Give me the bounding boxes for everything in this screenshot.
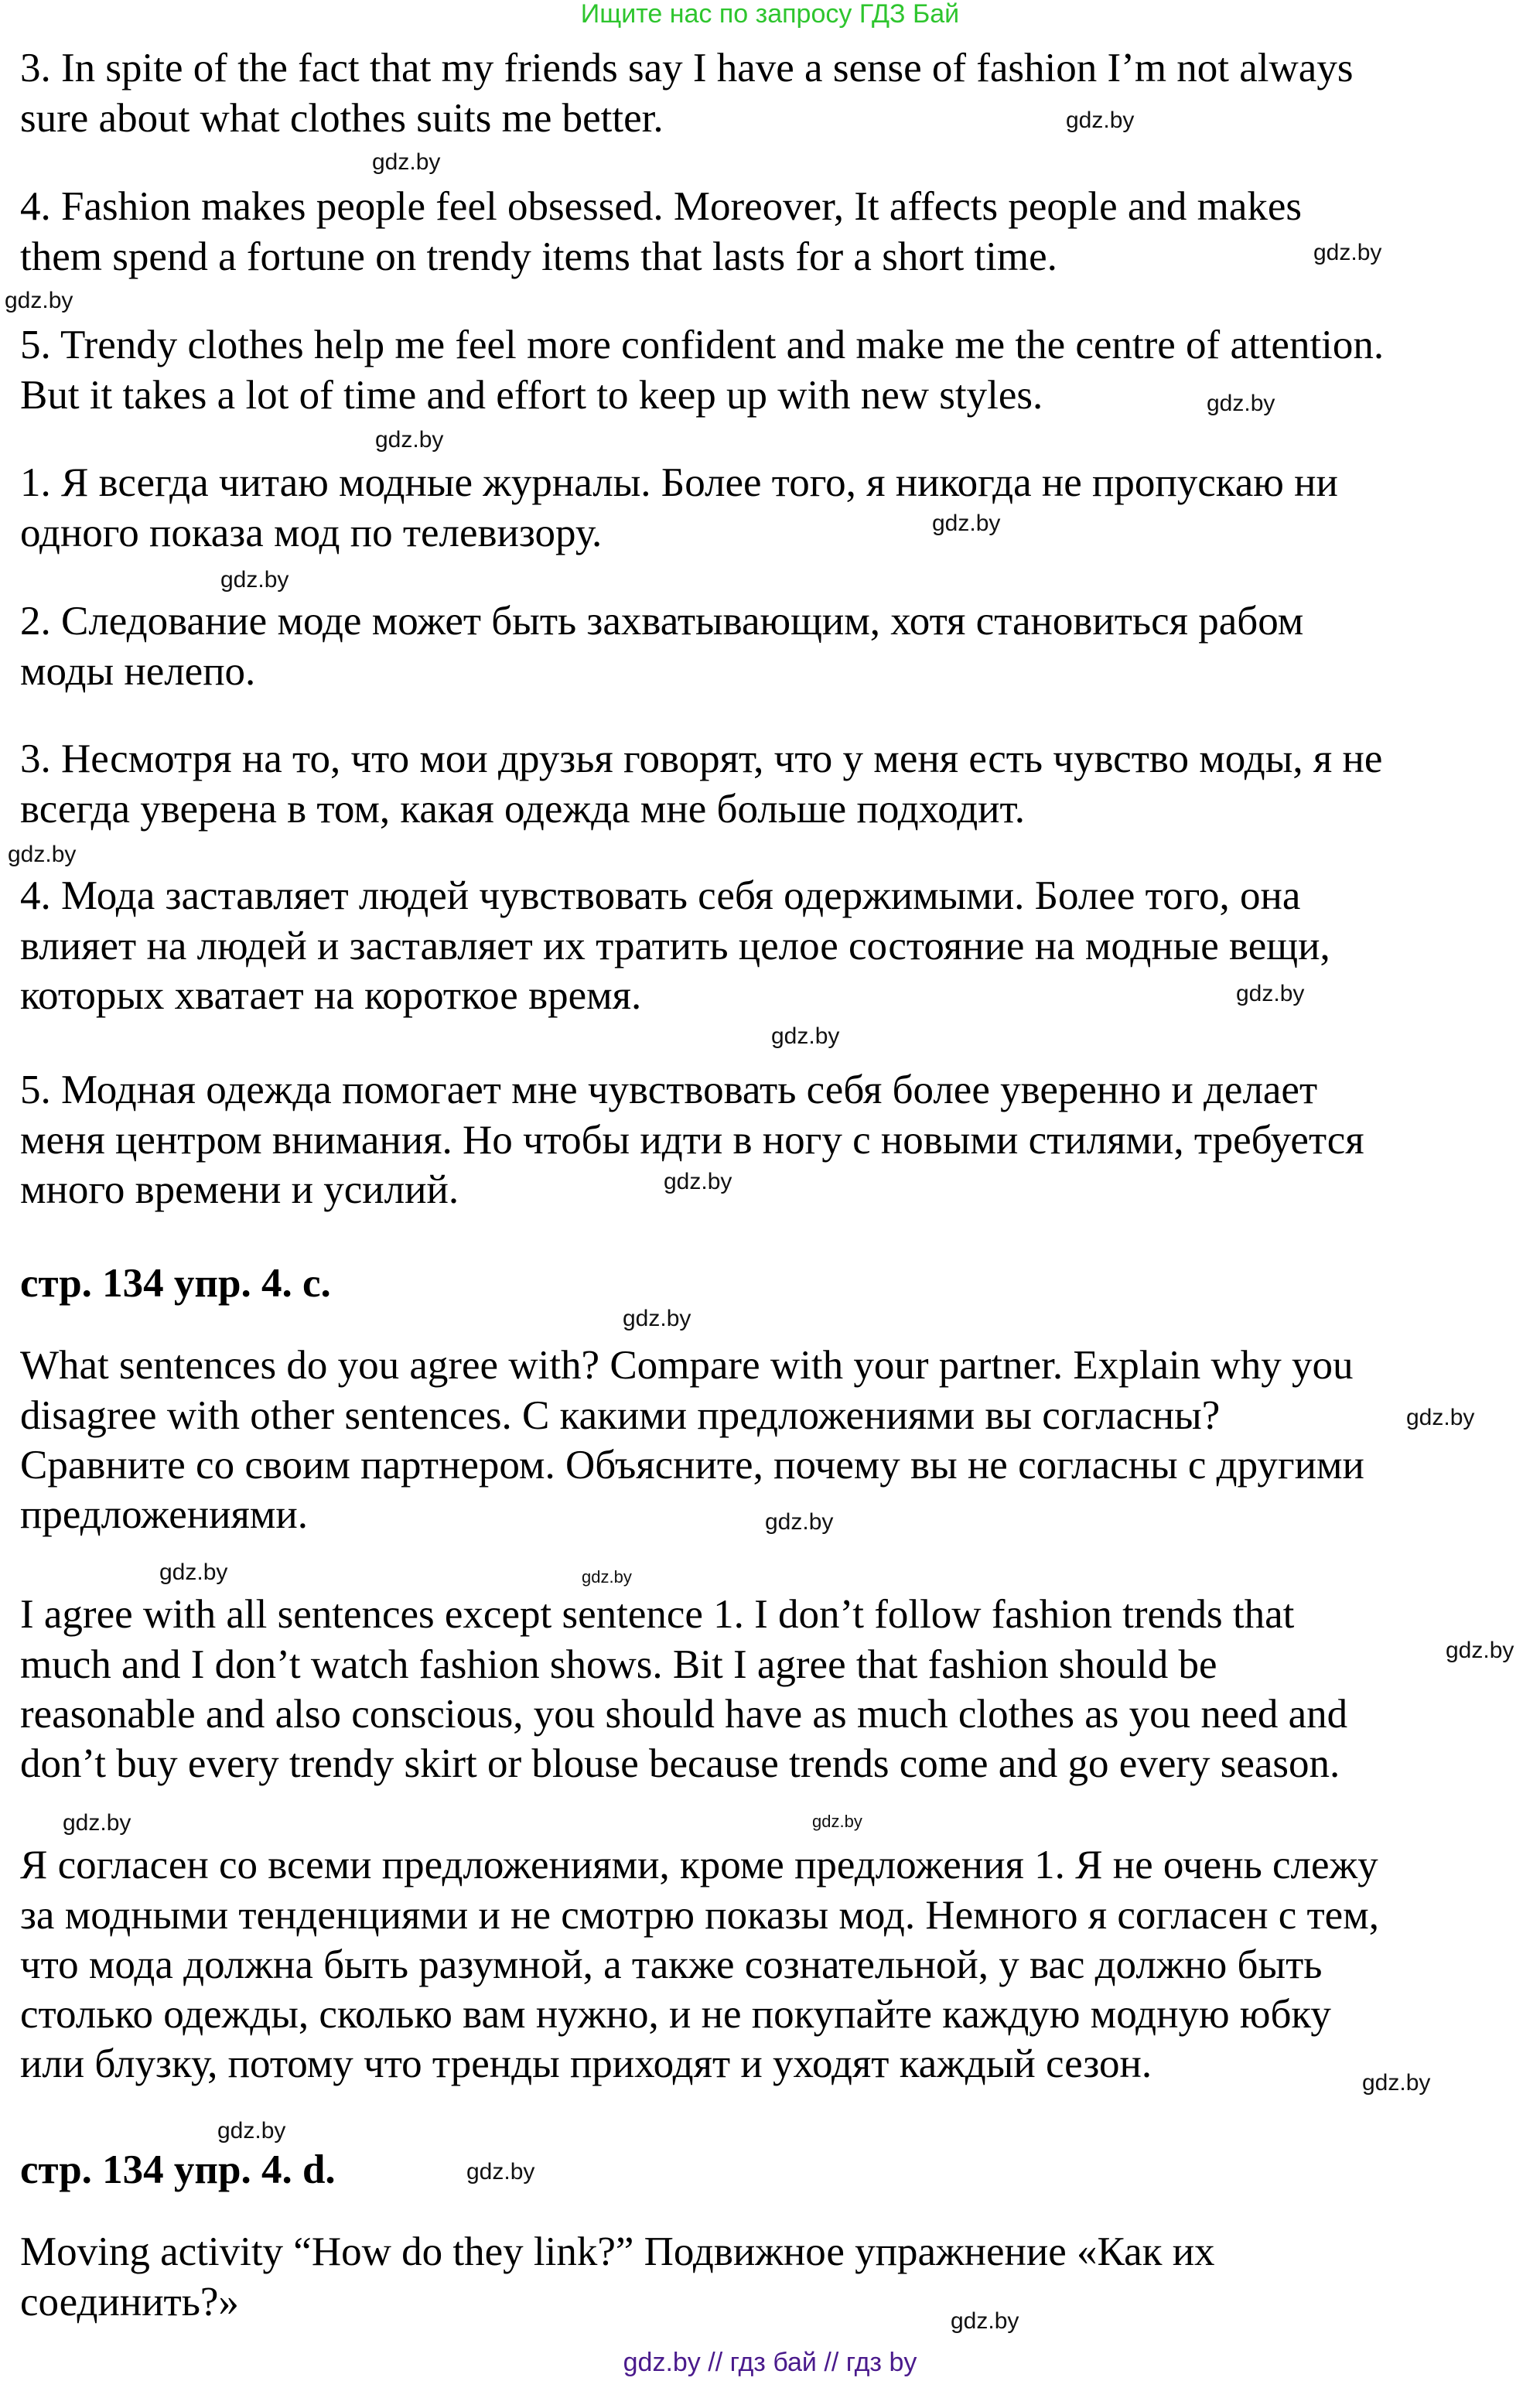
paragraph bbox=[20, 1837, 1379, 2092]
watermark: gdz.by bbox=[812, 1812, 862, 1831]
text-line: влияет на людей и заставляет их тратить целое состояние на модные вещи, bbox=[20, 923, 1330, 968]
paragraph bbox=[20, 40, 1353, 146]
bottom-banner-link[interactable]: gdz.by // гдз бай // гдз by bbox=[623, 2348, 917, 2377]
text-line: much and I don’t watch fashion shows. Bit I agree that fashion should be bbox=[20, 1641, 1217, 1687]
text-line: столько одежды, сколько вам нужно, и не покупайте каждую модную юбку bbox=[20, 1992, 1331, 2038]
paragraph bbox=[20, 593, 1303, 699]
watermark: gdz.by bbox=[220, 567, 289, 593]
watermark: gdz.by bbox=[466, 2159, 535, 2185]
section-heading bbox=[20, 2142, 336, 2198]
watermark: gdz.by bbox=[8, 842, 77, 867]
text-line: предложениями. bbox=[20, 1492, 308, 1538]
watermark: gdz.by bbox=[375, 427, 444, 453]
text-line: them spend a fortune on trendy items that lasts for a short time. bbox=[20, 234, 1057, 279]
text-line: 3. In spite of the fact that my friends say I have a sense of fashion I’m not always bbox=[20, 46, 1354, 91]
paragraph bbox=[20, 868, 1330, 1023]
watermark: gdz.by bbox=[372, 149, 441, 175]
text-line: меня центром внимания. Но чтобы идти в ногу с новыми стилями, требуется bbox=[20, 1117, 1364, 1163]
text-line: одного показа мод по телевизору. bbox=[20, 510, 603, 555]
paragraph bbox=[20, 1587, 1347, 1792]
paragraph bbox=[20, 317, 1384, 423]
watermark: gdz.by bbox=[664, 1169, 732, 1194]
paragraph bbox=[20, 455, 1338, 561]
paragraph bbox=[20, 179, 1302, 285]
text-line: которых хватает на короткое время. bbox=[20, 972, 642, 1018]
text-line: 4. Мода заставляет людей чувствовать себя одержимыми. Более того, она bbox=[20, 873, 1301, 919]
text-line: sure about what clothes suits me better. bbox=[20, 95, 664, 141]
watermark: gdz.by bbox=[63, 1810, 131, 1836]
text-line: 5. Модная одежда помогает мне чувствовать себя более уверенно и делает bbox=[20, 1068, 1318, 1113]
text-line: или блузку, потому что тренды приходят и уходят каждый сезон. bbox=[20, 2041, 1152, 2087]
text-line: соединить?» bbox=[20, 2279, 239, 2325]
text-line: за модными тенденциями и не смотрю показы мод. Немного я согласен с тем, bbox=[20, 1892, 1379, 1938]
text-line: disagree with other sentences. С какими предложениями вы согласны? bbox=[20, 1392, 1221, 1438]
text-line: What sentences do you agree with? Compare with your partner. Explain why you bbox=[20, 1343, 1354, 1389]
text-line: 1. Я всегда читаю модные журналы. Более того, я никогда не пропускаю ни bbox=[20, 460, 1338, 506]
watermark: gdz.by bbox=[1207, 391, 1275, 416]
watermark: gdz.by bbox=[1066, 108, 1135, 133]
watermark: gdz.by bbox=[623, 1306, 691, 1331]
watermark: gdz.by bbox=[932, 511, 1001, 536]
watermark: gdz.by bbox=[765, 1509, 834, 1535]
text-line: Сравните со своим партнером. Объясните, почему вы не согласны с другими bbox=[20, 1442, 1364, 1488]
text-line: стр. 134 упр. 4. d. bbox=[20, 2147, 336, 2193]
top-banner-link[interactable]: Ищите нас по запросу ГДЗ Бай bbox=[580, 0, 960, 29]
text-line: 5. Trendy clothes help me feel more confident and make me the centre of attention. bbox=[20, 323, 1385, 368]
text-line: 2. Следование моде может быть захватывающим, хотя становиться рабом bbox=[20, 599, 1304, 644]
text-line: моды нелепо. bbox=[20, 648, 256, 694]
text-line: Moving activity “How do they link?” Подвижное упражнение «Как их bbox=[20, 2229, 1215, 2275]
watermark: gdz.by bbox=[1406, 1405, 1475, 1430]
watermark: gdz.by bbox=[771, 1023, 840, 1049]
paragraph bbox=[20, 1337, 1364, 1542]
text-line: 4. Fashion makes people feel obsessed. Moreover, It affects people and makes bbox=[20, 184, 1303, 230]
watermark: gdz.by bbox=[217, 2118, 286, 2144]
watermark: gdz.by bbox=[1236, 981, 1305, 1006]
watermark: gdz.by bbox=[582, 1567, 632, 1587]
section-heading bbox=[20, 1255, 331, 1312]
text-line: I agree with all sentences except sentence 1. I don’t follow fashion trends that bbox=[20, 1592, 1295, 1638]
watermark: gdz.by bbox=[1362, 2070, 1431, 2096]
text-line: много времени и усилий. bbox=[20, 1167, 459, 1212]
watermark: gdz.by bbox=[1446, 1638, 1514, 1663]
paragraph bbox=[20, 731, 1382, 837]
text-line: But it takes a lot of time and effort to keep up with new styles. bbox=[20, 372, 1043, 418]
paragraph bbox=[20, 2224, 1215, 2330]
text-line: Я согласен со всеми предложениями, кроме предложения 1. Я не очень слежу bbox=[20, 1843, 1378, 1888]
text-line: стр. 134 упр. 4. c. bbox=[20, 1261, 331, 1307]
text-line: 3. Несмотря на то, что мои друзья говорят, что у меня есть чувство моды, я не bbox=[20, 736, 1383, 782]
watermark: gdz.by bbox=[951, 2308, 1019, 2334]
text-line: что мода должна быть разумной, а также сознательной, у вас должно быть bbox=[20, 1942, 1323, 1987]
text-line: всегда уверена в том, какая одежда мне больше подходит. bbox=[20, 786, 1025, 832]
watermark: gdz.by bbox=[5, 288, 73, 313]
text-line: don’t buy every trendy skirt or blouse because trends come and go every season. bbox=[20, 1741, 1340, 1787]
text-line: reasonable and also conscious, you should have as much clothes as you need and bbox=[20, 1691, 1348, 1737]
watermark: gdz.by bbox=[159, 1559, 228, 1585]
watermark: gdz.by bbox=[1313, 240, 1382, 265]
